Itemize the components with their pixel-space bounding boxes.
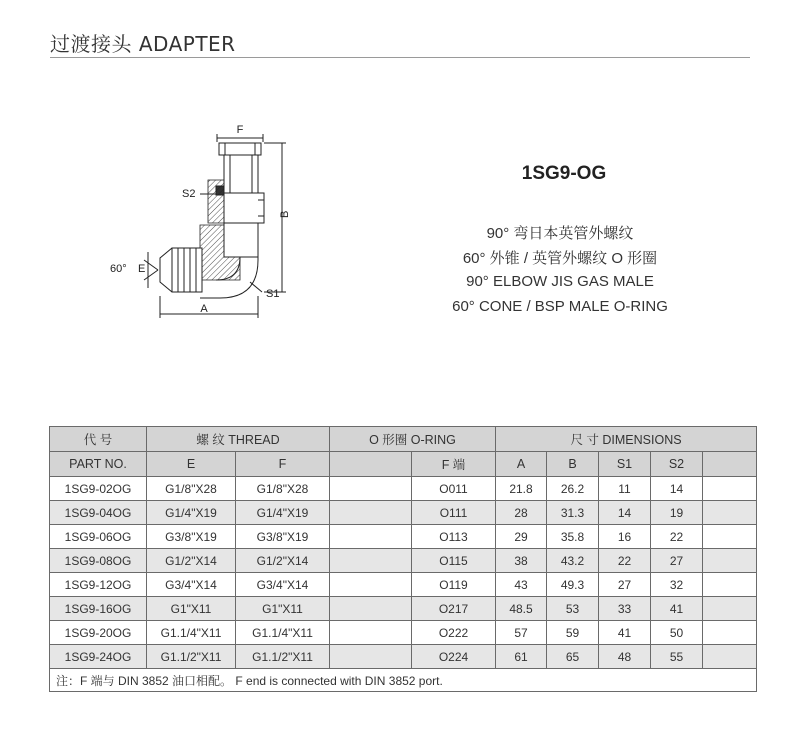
cell-part: 1SG9-24OG: [50, 645, 147, 669]
description-line-3: 90° ELBOW JIS GAS MALE: [466, 273, 654, 290]
dim-label-f: F: [236, 124, 244, 136]
cell-s1: 16: [599, 525, 651, 549]
cell-a: 61: [496, 645, 547, 669]
header-b: B: [547, 452, 599, 477]
cell-s1: 41: [599, 621, 651, 645]
cell-oring: O119: [412, 573, 496, 597]
cell-oring: O111: [412, 501, 496, 525]
adapter-drawing: [100, 120, 320, 325]
cell-e: G1"X11: [147, 597, 236, 621]
cell-s2: 14: [651, 477, 703, 501]
cell-f: G3/8"X19: [236, 525, 330, 549]
cell-e: G1.1/2"X11: [147, 645, 236, 669]
cell-blank: [330, 573, 412, 597]
cell-e: G3/4"X14: [147, 573, 236, 597]
cell-e: G1/2"X14: [147, 549, 236, 573]
cell-b: 31.3: [547, 501, 599, 525]
cell-b: 35.8: [547, 525, 599, 549]
cell-s2: 27: [651, 549, 703, 573]
cell-s1: 11: [599, 477, 651, 501]
cell-extra: [703, 525, 757, 549]
cell-part: 1SG9-16OG: [50, 597, 147, 621]
cell-part: 1SG9-04OG: [50, 501, 147, 525]
cell-extra: [703, 477, 757, 501]
table-row: [50, 597, 757, 621]
cell-extra: [703, 645, 757, 669]
cell-e: G3/8"X19: [147, 525, 236, 549]
header-s2: S2: [651, 452, 703, 477]
cell-extra: [703, 549, 757, 573]
cell-oring: O011: [412, 477, 496, 501]
cell-f: G3/4"X14: [236, 573, 330, 597]
dim-label-s2: S2: [182, 188, 196, 200]
cell-blank: [330, 597, 412, 621]
table-row: [50, 477, 757, 501]
cell-blank: [330, 477, 412, 501]
header-part-no: PART NO.: [50, 452, 147, 477]
cell-s1: 48: [599, 645, 651, 669]
cell-s1: 14: [599, 501, 651, 525]
header-oring: O 形圈 O-RING: [330, 427, 496, 452]
header-extra: [703, 452, 757, 477]
cell-s2: 50: [651, 621, 703, 645]
cell-oring: O217: [412, 597, 496, 621]
table-note-row: [50, 669, 757, 692]
cell-s2: 55: [651, 645, 703, 669]
header-thread: 螺 纹 THREAD: [147, 427, 330, 452]
cell-e: G1/8"X28: [147, 477, 236, 501]
cell-a: 43: [496, 573, 547, 597]
cell-s1: 22: [599, 549, 651, 573]
header-code: 代 号: [50, 427, 147, 452]
model-number: 1SG9-OG: [521, 163, 607, 184]
cell-a: 48.5: [496, 597, 547, 621]
cell-b: 26.2: [547, 477, 599, 501]
cell-s2: 22: [651, 525, 703, 549]
table-header-row-1: [50, 427, 757, 452]
cell-a: 29: [496, 525, 547, 549]
cell-blank: [330, 621, 412, 645]
cell-f: G1"X11: [236, 597, 330, 621]
cell-part: 1SG9-02OG: [50, 477, 147, 501]
cell-s1: 27: [599, 573, 651, 597]
cell-s2: 32: [651, 573, 703, 597]
cell-b: 59: [547, 621, 599, 645]
header-e: E: [147, 452, 236, 477]
header-blank: [330, 452, 412, 477]
cell-extra: [703, 573, 757, 597]
description-line-1: 90° 弯日本英管外螺纹: [486, 225, 634, 242]
cell-oring: O224: [412, 645, 496, 669]
cell-f: G1/4"X19: [236, 501, 330, 525]
cell-s2: 41: [651, 597, 703, 621]
cell-oring: O222: [412, 621, 496, 645]
cell-extra: [703, 621, 757, 645]
cell-a: 28: [496, 501, 547, 525]
cell-a: 38: [496, 549, 547, 573]
cell-f: G1.1/4"X11: [236, 621, 330, 645]
header-s1: S1: [599, 452, 651, 477]
cell-a: 21.8: [496, 477, 547, 501]
table-row: [50, 501, 757, 525]
table-row: [50, 573, 757, 597]
table-note: 注：F 端与 DIN 3852 油口相配。 F end is connected with DIN 3852 port.: [50, 669, 757, 692]
dim-label-angle: 60°: [110, 263, 127, 275]
dim-label-e: E: [138, 263, 146, 275]
cell-extra: [703, 597, 757, 621]
cell-blank: [330, 501, 412, 525]
cell-e: G1.1/4"X11: [147, 621, 236, 645]
cell-blank: [330, 525, 412, 549]
cell-blank: [330, 645, 412, 669]
description-line-4: 60° CONE / BSP MALE O-RING: [452, 298, 668, 315]
cell-e: G1/4"X19: [147, 501, 236, 525]
cell-b: 65: [547, 645, 599, 669]
header-a: A: [496, 452, 547, 477]
cell-blank: [330, 549, 412, 573]
table-row: [50, 525, 757, 549]
cell-part: 1SG9-20OG: [50, 621, 147, 645]
cell-s2: 19: [651, 501, 703, 525]
description-line-2: 60° 外锥 / 英管外螺纹 O 形圈: [462, 250, 658, 267]
page-title: 过渡接头 ADAPTER: [50, 32, 236, 56]
header-f: F: [236, 452, 330, 477]
cell-b: 49.3: [547, 573, 599, 597]
table-row: [50, 645, 757, 669]
header-f-end: F 端: [412, 452, 496, 477]
cell-extra: [703, 501, 757, 525]
cell-a: 57: [496, 621, 547, 645]
dim-label-b: B: [279, 210, 291, 218]
cell-s1: 33: [599, 597, 651, 621]
cell-oring: O115: [412, 549, 496, 573]
cell-f: G1/2"X14: [236, 549, 330, 573]
cell-b: 43.2: [547, 549, 599, 573]
table-header-row-2: [50, 452, 757, 477]
dim-label-s1: S1: [266, 288, 280, 300]
table-row: [50, 549, 757, 573]
cell-part: 1SG9-08OG: [50, 549, 147, 573]
header-dimensions: 尺 寸 DIMENSIONS: [496, 427, 757, 452]
cell-b: 53: [547, 597, 599, 621]
cell-f: G1.1/2"X11: [236, 645, 330, 669]
dim-label-a: A: [200, 303, 208, 315]
cell-part: 1SG9-12OG: [50, 573, 147, 597]
header-divider: [50, 57, 750, 58]
cell-part: 1SG9-06OG: [50, 525, 147, 549]
cell-f: G1/8"X28: [236, 477, 330, 501]
spec-table: [49, 426, 757, 692]
cell-oring: O113: [412, 525, 496, 549]
table-row: [50, 621, 757, 645]
